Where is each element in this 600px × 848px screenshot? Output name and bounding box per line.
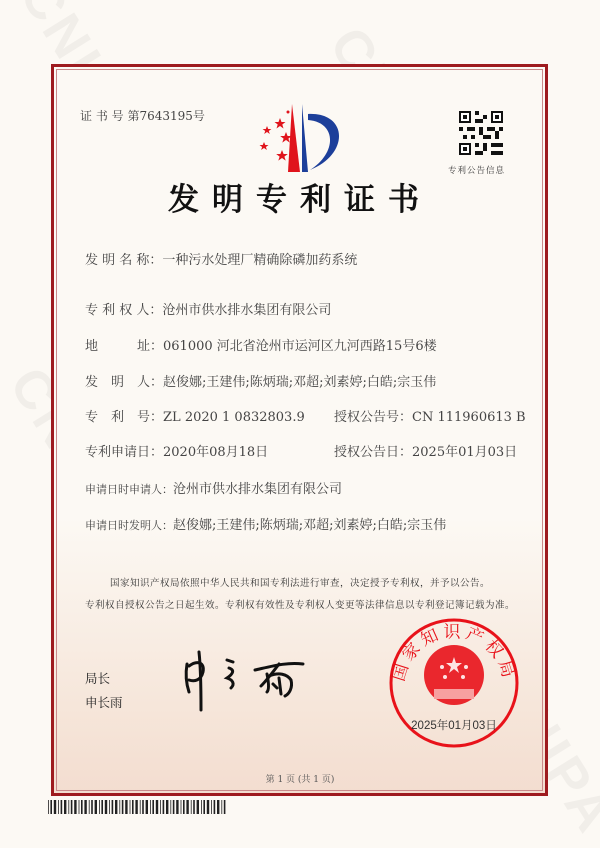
barcode-bar <box>152 800 154 814</box>
barcode-bar <box>160 800 161 814</box>
field-value: 一种污水处理厂精确除磷加药系统 <box>162 253 358 268</box>
barcode-bar <box>173 800 175 814</box>
barcode-bar <box>203 800 205 814</box>
barcode-bar <box>221 800 222 814</box>
barcode-bar <box>109 800 110 814</box>
barcode-bar <box>79 800 80 814</box>
barcode-bar <box>95 800 97 814</box>
cnipa-logo <box>258 104 350 176</box>
barcode-bar <box>191 800 192 814</box>
barcode-bar <box>99 800 100 814</box>
barcode-bar <box>211 800 212 814</box>
field-inventors <box>85 371 436 390</box>
barcode-bar <box>125 800 127 814</box>
official-seal <box>388 617 520 749</box>
barcode-bar <box>217 800 219 814</box>
field-patentee <box>85 299 331 318</box>
signatory-name: 申长雨 <box>85 695 123 710</box>
barcode-bar <box>207 800 209 814</box>
barcode-bar <box>163 800 165 814</box>
barcode-bar <box>119 800 120 814</box>
barcode-bar <box>176 800 178 814</box>
barcode-bar <box>132 800 134 814</box>
barcode-bar <box>183 800 185 814</box>
field-value: 沧州市供水排水集团有限公司 <box>173 482 343 497</box>
barcode-bar <box>170 800 171 814</box>
field-address <box>85 335 437 354</box>
barcode-bar <box>140 800 141 814</box>
field-patent-number <box>85 406 305 425</box>
field-value: 2020年08月18日 <box>163 445 269 460</box>
barcode-bar <box>115 800 117 814</box>
barcode-bar <box>64 800 66 814</box>
field-filing-date <box>85 441 268 460</box>
seal-text: 国家知识产权局 <box>388 622 520 684</box>
barcode-bar <box>74 800 76 814</box>
barcode-bar <box>193 800 195 814</box>
field-label: 授权公告日： <box>334 445 413 460</box>
signatory-title: 局长 <box>85 671 111 686</box>
field-value: 赵俊娜;王建伟;陈炳瑞;邓超;刘素婷;白皓;宗玉伟 <box>173 518 447 533</box>
barcode-bar <box>186 800 188 814</box>
page-title: 发明专利证书 <box>168 182 432 218</box>
barcode-bar <box>81 800 83 814</box>
notice-line: 专利权自授权公告之日起生效。专利权有效性及专利权人变更等法律信息以专利登记簿记载为准。 <box>84 600 515 611</box>
field-label: 专 利 号： <box>85 410 164 425</box>
field-grant-pub-number <box>334 406 526 425</box>
handwritten-signature <box>183 650 313 714</box>
field-label: 地 址： <box>85 339 164 354</box>
field-value: 2025年01月03日 <box>412 445 518 460</box>
certificate-number: 证 书 号 第7643195号 <box>80 109 205 123</box>
field-label: 发 明 名 称： <box>85 253 163 268</box>
barcode-bar <box>50 800 52 814</box>
field-value: 赵俊娜;王建伟;陈炳瑞;邓超;刘素婷;白皓;宗玉伟 <box>163 375 437 390</box>
field-label: 申请日时申请人： <box>85 483 173 496</box>
field-value: ZL 2020 1 0832803.9 <box>163 410 305 425</box>
barcode-bar <box>101 800 103 814</box>
field-label: 申请日时发明人： <box>85 519 173 532</box>
barcode-bar <box>68 800 69 814</box>
barcode <box>48 800 228 814</box>
field-label: 专 利 权 人： <box>85 303 163 318</box>
barcode-bar <box>130 800 131 814</box>
barcode-bar <box>224 800 226 814</box>
barcode-bar <box>150 800 151 814</box>
field-value: 061000 河北省沧州市运河区九河西路15号6楼 <box>163 339 437 354</box>
barcode-bar <box>146 800 148 814</box>
barcode-bar <box>89 800 90 814</box>
field-label: 授权公告号： <box>334 410 413 425</box>
barcode-bar <box>105 800 107 814</box>
field-grant-pub-date <box>334 441 517 460</box>
barcode-bar <box>112 800 114 814</box>
field-inventors-at-filing <box>85 514 446 533</box>
field-value: 沧州市供水排水集团有限公司 <box>162 303 332 318</box>
barcode-bar <box>54 800 56 814</box>
barcode-bar <box>122 800 124 814</box>
barcode-bar <box>91 800 93 814</box>
barcode-bar <box>84 800 86 814</box>
barcode-bar <box>71 800 73 814</box>
field-label: 发 明 人： <box>85 375 164 390</box>
qr-code[interactable] <box>459 111 503 155</box>
barcode-bar <box>142 800 144 814</box>
notice-line: 国家知识产权局依照中华人民共和国专利法进行审查，决定授予专利权，并予以公告。 <box>109 578 490 589</box>
barcode-bar <box>214 800 216 814</box>
barcode-bar <box>135 800 137 814</box>
barcode-bar <box>166 800 168 814</box>
barcode-bar <box>61 800 63 814</box>
field-invention-name <box>85 249 357 268</box>
field-value: CN 111960613 B <box>412 410 526 425</box>
qr-caption: 专利公告信息 <box>448 166 506 176</box>
barcode-bar <box>201 800 202 814</box>
field-label: 专利申请日： <box>85 445 164 460</box>
barcode-bar <box>156 800 158 814</box>
page-indicator: 第 1 页 (共 1 页) <box>265 775 335 785</box>
barcode-bar <box>197 800 199 814</box>
barcode-bar <box>58 800 59 814</box>
field-applicant-at-filing <box>85 478 342 497</box>
barcode-bar <box>181 800 182 814</box>
barcode-bar <box>48 800 49 814</box>
seal-date: 2025年01月03日 <box>411 720 497 732</box>
